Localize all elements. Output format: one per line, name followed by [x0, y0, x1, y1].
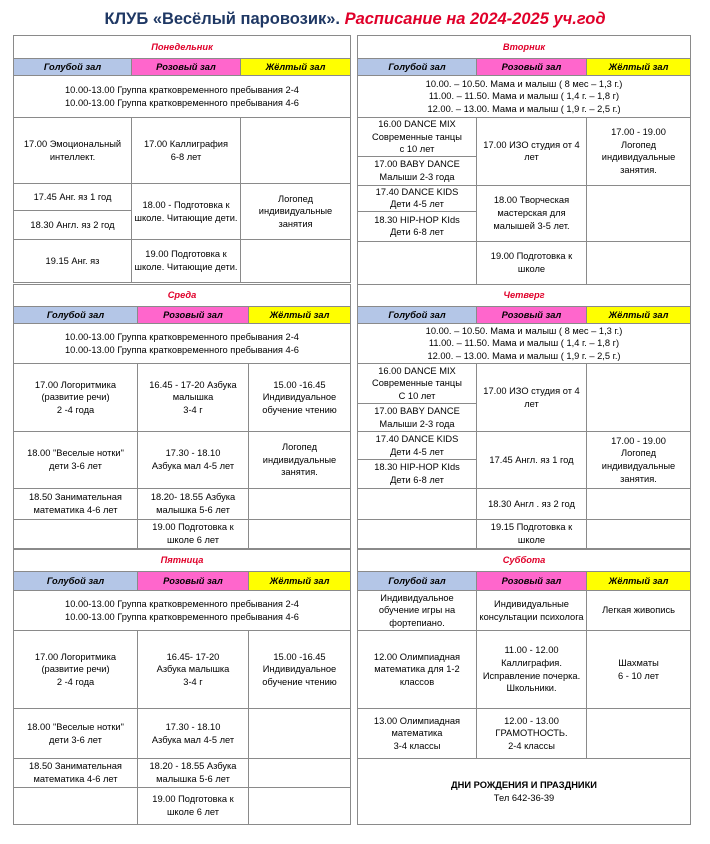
empty-cell [587, 364, 691, 432]
class-cell: 13.00 Олимпиадная математика 3-4 классы [358, 709, 477, 759]
empty-cell [587, 520, 691, 549]
group-short-stay: 10.00-13.00 Группа кратковременного пребывания 2-4 10.00-13.00 Группа кратковременного пребывания 4-6 [14, 591, 351, 631]
hall-header-blue: Голубой зал [14, 307, 138, 324]
hall-header-pink: Розовый зал [477, 307, 587, 324]
class-cell: 17.00 Эмоциональный интеллект. [14, 118, 132, 184]
class-cell: 17.00 - 19.00 Логопед индивидуальные занятия. [587, 432, 691, 489]
class-cell: 17.00 Логоритмика (развитие речи) 2 -4 года [14, 364, 138, 432]
class-cell: 17.00 BABY DANCE Малыши 2-3 года [358, 404, 477, 432]
hall-header-yellow: Жёлтый зал [587, 59, 691, 76]
day-title-saturday: Суббота [358, 550, 691, 572]
day-title-thursday: Четверг [358, 285, 691, 307]
day-title-friday: Пятница [14, 550, 351, 572]
class-cell: 17.00 ИЗО студия от 4 лет [477, 118, 587, 186]
class-cell: 18.00 "Веселые нотки" дети 3-6 лет [14, 709, 138, 759]
class-cell: 17.30 - 18.10 Азбука мал 4-5 лет [138, 432, 249, 489]
empty-cell [358, 489, 477, 520]
class-cell: 18.50 Занимательная математика 4-6 лет [14, 759, 138, 788]
hall-header-pink: Розовый зал [138, 572, 249, 591]
class-cell: 19.15 Подготовка к школе [477, 520, 587, 549]
hall-header-pink: Розовый зал [132, 59, 241, 76]
class-cell: 19.00 Подготовка к школе 6 лет [138, 520, 249, 549]
schedule-saturday [357, 549, 691, 825]
class-cell: 18.30 Англ . яз 2 год [477, 489, 587, 520]
class-cell: 19.15 Анг. яз [14, 240, 132, 283]
class-cell: 17.00 Каллиграфия 6-8 лет [132, 118, 241, 184]
empty-cell [249, 489, 351, 520]
hall-header-yellow: Жёлтый зал [249, 572, 351, 591]
class-cell: 12.00 Олимпиадная математика для 1-2 классов [358, 631, 477, 709]
hall-header-yellow: Жёлтый зал [587, 307, 691, 324]
class-cell: 12.00 - 13.00 ГРАМОТНОСТЬ. 2-4 классы [477, 709, 587, 759]
hall-header-blue: Голубой зал [358, 59, 477, 76]
class-cell: Шахматы 6 - 10 лет [587, 631, 691, 709]
class-cell: 18.30 Англ. яз 2 год [14, 211, 132, 240]
class-cell: 17.40 DANCE KIDS Дети 4-5 лет [358, 185, 477, 211]
group-short-stay: 10.00-13.00 Группа кратковременного пребывания 2-4 10.00-13.00 Группа кратковременного пребывания 4-6 [14, 76, 351, 118]
class-cell: Легкая живопись [587, 591, 691, 631]
empty-cell [14, 788, 138, 825]
hall-header-blue: Голубой зал [358, 307, 477, 324]
group-short-stay: 10.00-13.00 Группа кратковременного пребывания 2-4 10.00-13.00 Группа кратковременного пребывания 4-6 [14, 324, 351, 364]
class-cell: 18.00 - Подготовка к школе. Читающие дети. [132, 184, 241, 240]
empty-cell [14, 520, 138, 549]
class-cell: 18.30 HIP-HOP KIds Дети 6-8 лет [358, 211, 477, 241]
class-cell: Индивидуальные консультации психолога [477, 591, 587, 631]
empty-cell [358, 241, 477, 284]
footer-phone: Тел 642-36-39 [493, 792, 555, 803]
page-title [0, 10, 710, 29]
empty-cell [249, 759, 351, 788]
class-cell: 17.45 Англ. яз 1 год [477, 432, 587, 489]
empty-cell [249, 788, 351, 825]
schedule-thursday [357, 284, 691, 549]
class-cell: 16.00 DANCE MIX Современные танцы с 10 лет [358, 118, 477, 157]
class-cell: 16.45- 17-20 Азбука малышка 3-4 г [138, 631, 249, 709]
class-cell: 18.20 - 18.55 Азбука малышка 5-6 лет [138, 759, 249, 788]
empty-cell [249, 709, 351, 759]
hall-header-blue: Голубой зал [14, 572, 138, 591]
empty-cell [249, 520, 351, 549]
class-cell: 19.00 Подготовка к школе 6 лет [138, 788, 249, 825]
class-cell: Индивидуальное обучение игры на фортепиано. [358, 591, 477, 631]
class-cell: 16.00 DANCE MIX Современные танцы С 10 лет [358, 364, 477, 404]
class-cell: 18.20- 18.55 Азбука малышка 5-6 лет [138, 489, 249, 520]
hall-header-yellow: Жёлтый зал [587, 572, 691, 591]
day-title-wednesday: Среда [14, 285, 351, 307]
schedule-wednesday [13, 284, 351, 549]
schedule-tuesday [357, 35, 691, 285]
class-cell: Логопед индивидуальные занятия. [249, 432, 351, 489]
empty-cell [241, 118, 351, 184]
hall-header-pink: Розовый зал [477, 59, 587, 76]
class-cell: 17.00 Логоритмика (развитие речи) 2 -4 года [14, 631, 138, 709]
footer-title: ДНИ РОЖДЕНИЯ И ПРАЗДНИКИ [451, 779, 597, 790]
class-cell: 16.45 - 17-20 Азбука малышка 3-4 г [138, 364, 249, 432]
mama-and-baby: 10.00. – 10.50. Мама и малыш ( 8 мес – 1,3 г.) 11.00. – 11.50. Мама и малыш ( 1,4 г. – 1,8 г) 12.00. – 13.00. Мама и малыш ( 1,9 г. – 2,5 г.) [358, 324, 691, 364]
mama-and-baby: 10.00. – 10.50. Мама и малыш ( 8 мес – 1,3 г.) 11.00. – 11.50. Мама и малыш ( 1,4 г. – 1,8 г) 12.00. – 13.00. Мама и малыш ( 1,9 г. – 2,5 г.) [358, 76, 691, 118]
class-cell: Логопед индивидуальные занятия [241, 184, 351, 240]
schedule-title: Расписание на 2024-2025 уч.год [344, 10, 606, 28]
empty-cell [358, 520, 477, 549]
class-cell: 17.45 Анг. яз 1 год [14, 184, 132, 211]
class-cell: 17.00 - 19.00 Логопед индивидуальные занятия. [587, 118, 691, 186]
hall-header-pink: Розовый зал [138, 307, 249, 324]
schedule-friday [13, 549, 351, 825]
class-cell: 18.30 HIP-HOP KIds Дети 6-8 лет [358, 460, 477, 489]
hall-header-yellow: Жёлтый зал [249, 307, 351, 324]
class-cell: 19.00 Подготовка к школе. Читающие дети. [132, 240, 241, 283]
empty-cell [587, 709, 691, 759]
day-title-monday: Понедельник [14, 36, 351, 59]
class-cell: 18.50 Занимательная математика 4-6 лет [14, 489, 138, 520]
schedule-monday [13, 35, 351, 283]
hall-header-yellow: Жёлтый зал [241, 59, 351, 76]
class-cell: 15.00 -16.45 Индивидуальное обучение чтению [249, 631, 351, 709]
birthdays-and-holidays [358, 759, 691, 825]
hall-header-pink: Розовый зал [477, 572, 587, 591]
club-name: КЛУБ «Весёлый паровозик». [104, 10, 340, 28]
empty-cell [241, 240, 351, 283]
hall-header-blue: Голубой зал [14, 59, 132, 76]
empty-cell [587, 241, 691, 284]
class-cell: 15.00 -16.45 Индивидуальное обучение чтению [249, 364, 351, 432]
class-cell: 17.30 - 18.10 Азбука мал 4-5 лет [138, 709, 249, 759]
hall-header-blue: Голубой зал [358, 572, 477, 591]
day-title-tuesday: Вторник [358, 36, 691, 59]
class-cell: 19.00 Подготовка к школе [477, 241, 587, 284]
empty-cell [587, 185, 691, 241]
class-cell: 11.00 - 12.00 Каллиграфия. Исправление почерка. Школьники. [477, 631, 587, 709]
class-cell: 18.00 Творческая мастерская для малышей 3-5 лет. [477, 185, 587, 241]
empty-cell [587, 489, 691, 520]
class-cell: 17.00 ИЗО студия от 4 лет [477, 364, 587, 432]
class-cell: 17.00 BABY DANCE Малыши 2-3 года [358, 156, 477, 185]
class-cell: 18.00 "Веселые нотки" дети 3-6 лет [14, 432, 138, 489]
class-cell: 17.40 DANCE KIDS Дети 4-5 лет [358, 432, 477, 460]
